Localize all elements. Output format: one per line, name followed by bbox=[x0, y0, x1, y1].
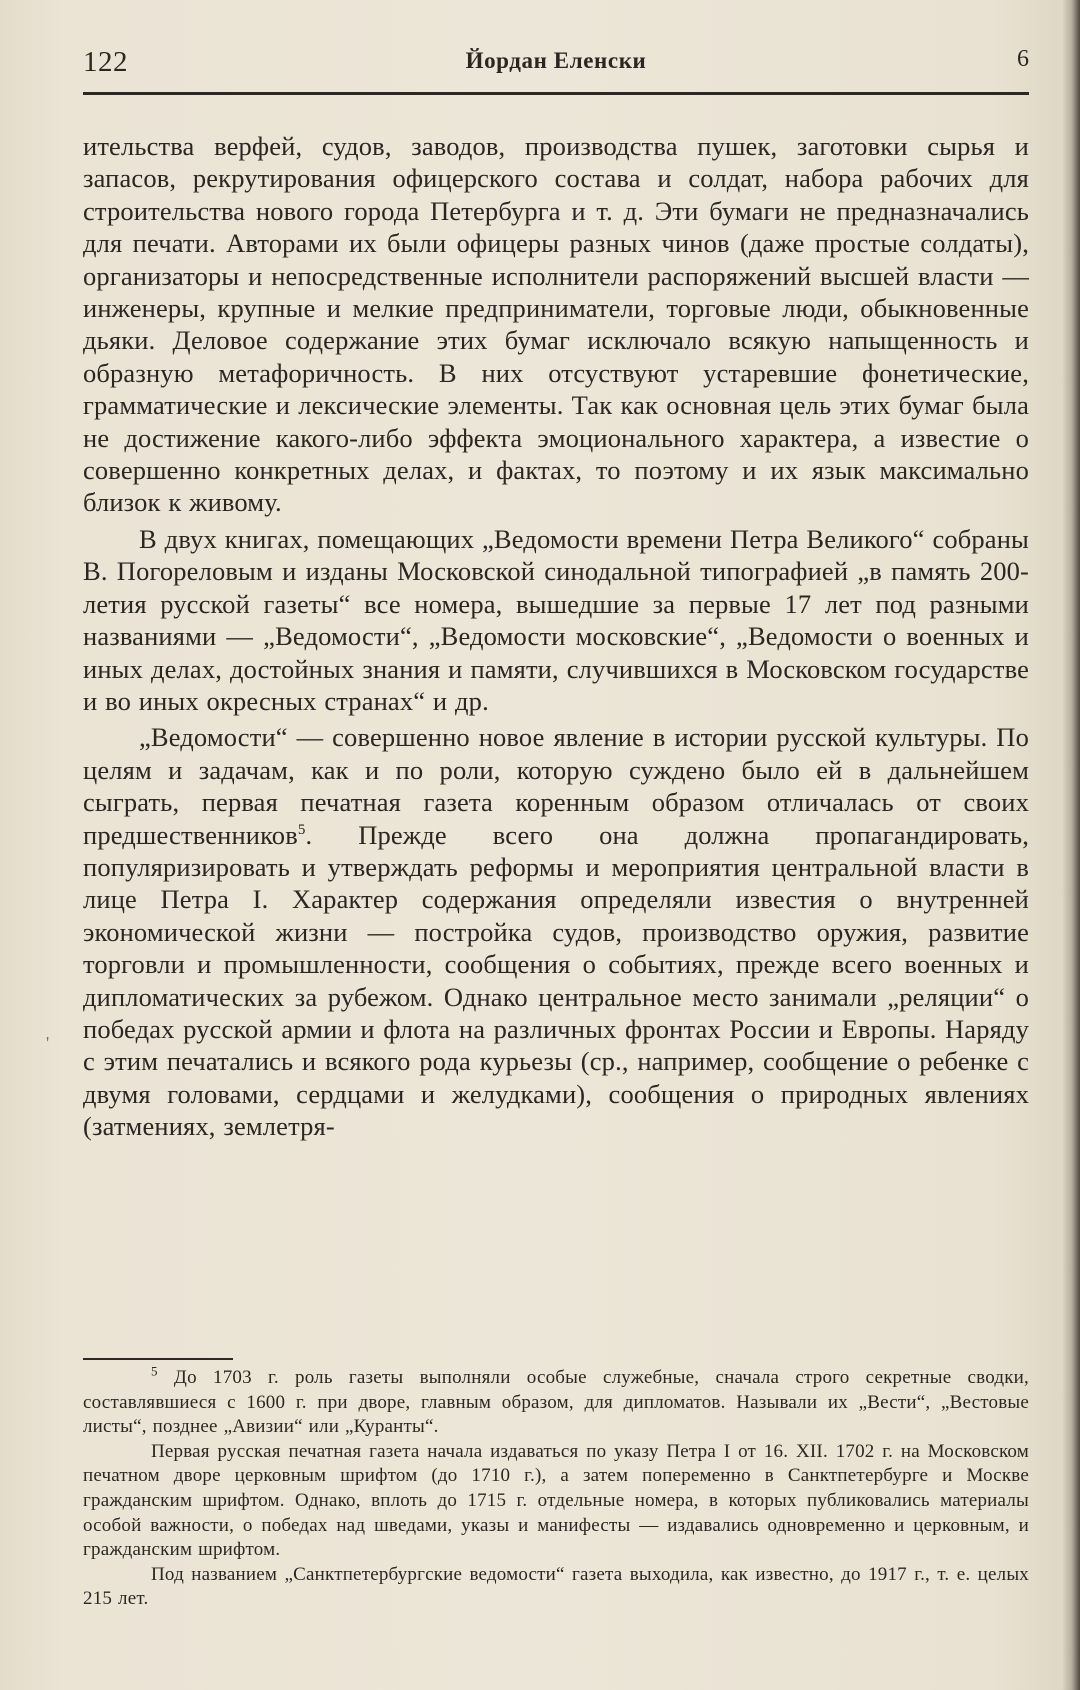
page-header bbox=[83, 42, 1029, 88]
footnotes bbox=[83, 1363, 1029, 1612]
paragraph-3-text-b: . Прежде всего она должна пропагандировать, популяризировать и утверждать реформы и мероприятия центральной власти в лице Петра I. Характер содержания определяли известия о внутренней экономической жизни — постройка судов, производство оружия, развитие торговли и промышленности, сообщения о событиях, прежде всего военных и дипломатических за рубежом. Однако центральное место занимали „реляции“ о победах русской армии и флота на различных фронтах России и Европы. Наряду с этим печатались и всякого рода курьезы (ср., например, сообщение о ребенке с двумя головами, сердцами и желудками), сообщения о природных явлениях (затмениях, землетря- bbox=[83, 819, 1029, 1142]
chapter-number: 6 bbox=[1017, 46, 1029, 72]
running-title: Йордан Еленски bbox=[465, 48, 647, 73]
paragraph-3 bbox=[83, 721, 1029, 1142]
footnote-reference: 5 bbox=[297, 821, 306, 838]
paragraph-3-text-a: „Ведомости“ — совершенно новое явление в истории русской культуры. По целям и задачам, как и по роли, которую суждено было ей в дальнейшем сыграть, первая печатная газета коренным образом отличалась от своих предшественников bbox=[83, 722, 1029, 850]
margin-pencil-mark: ' bbox=[46, 1033, 50, 1053]
paragraph-2: В двух книгах, помещающих „Ведомости времени Петра Великого“ собраны В. Погореловым и изданы Московской синодальной типографией „в память 200-летия русской газеты“ все номера, вышедшие за первые 17 лет под разными названиями — „Ведомости“, „Ведомости московские“, „Ведомости о военных и иных делах, достойных знания и памяти, случившихся в Московском государстве и во иных окресных странах“ и др. bbox=[83, 523, 1029, 716]
footnote-3: Под названием „Санктпетербургские ведомости“ газета выходила, как известно, до 1917 г., т. е. целых 215 лет. bbox=[83, 1563, 1029, 1610]
footnote-mark: 5 bbox=[151, 1363, 158, 1379]
header-rule bbox=[83, 92, 1029, 95]
paragraph-1: ительства верфей, судов, заводов, производства пушек, заготовки сырья и запасов, рекрутирования офицерского состава и солдат, набора рабочих для строительства нового города Петербурга и т. д. Эти бумаги не предназначались для печати. Авторами их были офицеры разных чинов (даже простые солдаты), организаторы и непосредственные исполнители распоряжений высшей власти — инженеры, крупные и мелкие предприниматели, торговые люди, обыкновенные дьяки. Деловое содержание этих бумаг исключало всякую напыщенность и образную метафоричность. В них отсуствуют устаревшие фонетические, грамматические и лексические элементы. Так как основная цель этих бумаг была не достижение какого-либо эффекта эмоционального характера, а известие о совершенно конкретных делах, и фактах, то поэтому и их язык максимально близок к живому. bbox=[83, 131, 1029, 518]
footnote-2: Первая русская печатная газета начала издаваться по указу Петра I от 16. XII. 1702 г. на Московском печатном дворе церковным шрифтом (до 1710 г.), а затем попеременно в Санктпетербурге и Москве гражданским шрифтом. Однако, вплоть до 1715 г. отдельные номера, в которых публиковались материалы особой важности, о победах над шведами, указы и манифесты — издавались одновременно и церковным, и гражданским шрифтом. bbox=[83, 1440, 1029, 1561]
footnote-rule bbox=[83, 1358, 233, 1360]
footnote-1-text: До 1703 г. роль газеты выполняли особые служебные, сначала строго секретные сводки, составлявшиеся с 1600 г. при дворе, главным образом, для дипломатов. Называли их „Вести“, „Вестовые листы“, позднее „Авизии“ или „Куранты“. bbox=[83, 1367, 1029, 1438]
main-text bbox=[83, 130, 1029, 1143]
footnote-1 bbox=[83, 1363, 1029, 1440]
page-number: 122 bbox=[83, 46, 128, 78]
page-edge-shadow bbox=[1062, 0, 1080, 1690]
